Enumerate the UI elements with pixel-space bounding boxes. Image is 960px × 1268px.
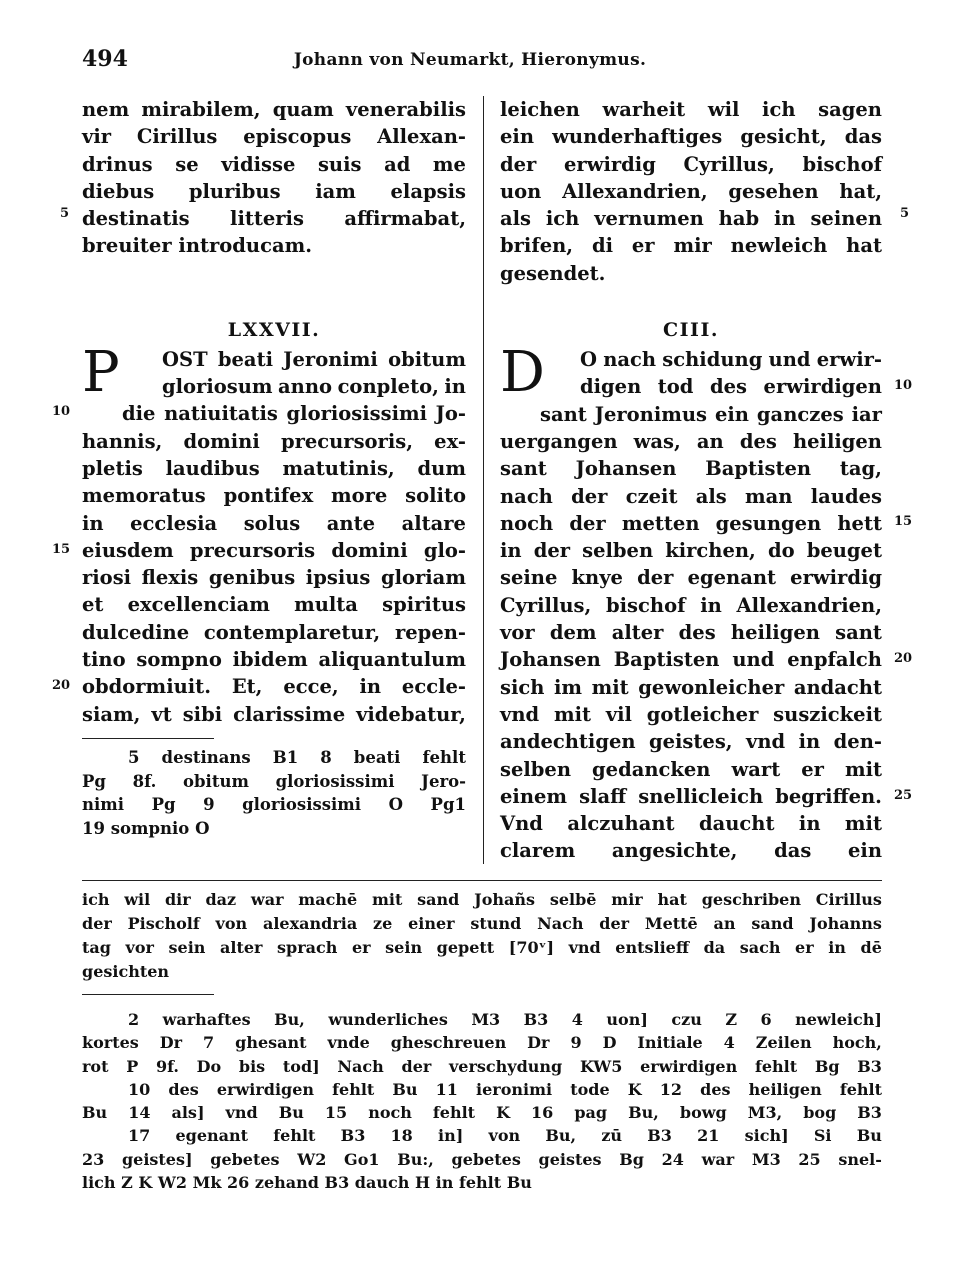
text-line: siam, vt sibi clarissime videbatur, bbox=[82, 702, 466, 726]
text-line: tino sompno ibidem aliquantulum bbox=[82, 648, 466, 672]
note-line: kortes Dr 7 ghesant vnde gheschreuen Dr 9 D Initiale 4 Zeilen hoch, bbox=[82, 1033, 882, 1053]
notes-rule bbox=[82, 994, 214, 995]
text-line: hannis, domini precursoris, ex- bbox=[82, 429, 466, 453]
text-line: noch der metten gesungen hett bbox=[500, 511, 882, 535]
text-line: sant Johansen Baptisten tag, bbox=[500, 457, 882, 481]
note-line: 2 warhaftes Bu, wunderliches M3 B3 4 uon] czu Z 6 newleich] bbox=[128, 1010, 882, 1029]
text-line: uon Allexandrien, gesehen hat, bbox=[500, 179, 882, 203]
text-line: der erwirdig Cyrillus, bischof bbox=[500, 152, 882, 176]
note-line: lich Z K W2 Mk 26 zehand B3 dauch H in fehlt Bu bbox=[82, 1173, 532, 1193]
text-line: sich im mit gewonleicher andacht bbox=[500, 675, 882, 699]
variant-line: der Pischolf von alexandria ze einer stund Nach der Mettē an sand Johanns bbox=[82, 914, 882, 933]
text-line: in ecclesia solus ante altare bbox=[82, 511, 466, 535]
text-line: diebus pluribus iam elapsis bbox=[82, 179, 466, 203]
text-line: andechtigen geistes, vnd in den- bbox=[500, 730, 882, 754]
text-line: sant Jeronimus ein ganczes iar bbox=[540, 402, 882, 426]
text-line: destinatis litteris affirmabat, bbox=[82, 207, 466, 231]
text-line: Vnd alczuhant daucht in mit bbox=[500, 812, 882, 836]
text-line: O nach schidung und erwir- bbox=[580, 348, 882, 372]
text-line: nach der czeit als man laudes bbox=[500, 484, 882, 508]
line-number-left: 20 bbox=[52, 678, 71, 693]
variant-line: tag vor sein alter sprach er sein gepett [70ᵛ] vnd entslieff da sach er in dē bbox=[82, 938, 882, 957]
text-line: seine knye der egenant erwirdig bbox=[500, 566, 882, 590]
line-number-right: 5 bbox=[900, 206, 910, 221]
text-line: nem mirabilem, quam venerabilis bbox=[82, 98, 466, 121]
running-title: Johann von Neumarkt, Hieronymus. bbox=[293, 50, 647, 70]
text-line: einem slaff snellicleich begriffen. bbox=[500, 784, 882, 808]
text-line: drinus se vidisse suis ad me bbox=[82, 152, 466, 176]
column-divider bbox=[483, 96, 484, 864]
latin-intro bbox=[82, 96, 466, 260]
apparatus-rule bbox=[82, 738, 214, 739]
text-line: OST beati Jeronimi obitum bbox=[162, 347, 466, 371]
variant-line: gesichten bbox=[82, 962, 170, 981]
text-line: leichen warheit wil ich sagen bbox=[500, 98, 882, 121]
section-rule bbox=[82, 880, 882, 881]
note-line: Bu 14 als] vnd Bu 15 noch fehlt K 16 pag Bu, bowg M3, bog B3 bbox=[82, 1103, 882, 1123]
apparatus-line: 19 sompnio O bbox=[82, 818, 210, 838]
drop-initial: P bbox=[82, 339, 120, 405]
text-line: uergangen was, an des heiligen bbox=[500, 429, 882, 453]
line-number-left: 15 bbox=[52, 542, 71, 557]
text-line: digen tod des erwirdigen bbox=[580, 375, 882, 399]
text-line: ein wunderhaftiges gesicht, das bbox=[500, 125, 882, 149]
latin-apparatus bbox=[82, 746, 466, 840]
text-line: obdormiuit. Et, ecce, in eccle- bbox=[82, 675, 466, 699]
text-line: gloriosum anno conpleto, in bbox=[162, 375, 466, 399]
line-number-right: 25 bbox=[894, 788, 913, 803]
note-line: 23 geistes] gebetes W2 Go1 Bu:, gebetes geistes Bg 24 war M3 25 snel- bbox=[82, 1149, 882, 1169]
line-number-right: 10 bbox=[894, 378, 913, 393]
text-line: vor dem alter des heiligen sant bbox=[500, 621, 882, 645]
german-chapter-body bbox=[500, 340, 882, 865]
text-line: vir Cirillus episcopus Allexan- bbox=[82, 125, 466, 149]
critical-notes bbox=[82, 1008, 882, 1194]
text-line: brifen, di er mir newleich hat bbox=[500, 234, 882, 258]
note-line: rot P 9f. Do bis tod] Nach der verschydung KW5 erwirdigen fehlt Bg B3 bbox=[82, 1056, 882, 1076]
apparatus-line: Pg 8f. obitum gloriosissimi Jero- bbox=[82, 771, 466, 791]
apparatus-line: 5 destinans B1 8 beati fehlt bbox=[128, 748, 466, 767]
line-number-right: 15 bbox=[894, 514, 913, 529]
latin-column bbox=[82, 96, 466, 728]
text-line: als ich vernumen hab in seinen bbox=[500, 207, 882, 231]
text-line: clarem angesichte, das ein bbox=[500, 839, 882, 863]
text-line: breuiter introducam. bbox=[82, 234, 313, 258]
text-line: Johansen Baptisten und enpfalch bbox=[500, 648, 882, 672]
note-line: 17 egenant fehlt B3 18 in] von Bu, zū B3 21 sich] Si Bu bbox=[128, 1126, 882, 1146]
chapter-heading: CIII. bbox=[663, 319, 719, 342]
line-number-left: 10 bbox=[52, 404, 71, 419]
page-number: 494 bbox=[82, 46, 128, 72]
page-header bbox=[0, 40, 960, 76]
text-line: gesendet. bbox=[500, 261, 606, 285]
text-line: pletis laudibus matutinis, dum bbox=[82, 456, 466, 480]
german-column bbox=[500, 96, 882, 865]
drop-initial: D bbox=[500, 340, 545, 406]
variant-text bbox=[82, 888, 882, 984]
text-line: Cyrillus, bischof in Allexandrien, bbox=[500, 593, 882, 617]
text-line: memoratus pontifex more solito bbox=[82, 484, 466, 508]
text-line: eiusdem precursoris domini glo- bbox=[82, 538, 466, 562]
line-number-left: 5 bbox=[60, 206, 70, 221]
text-line: vnd mit vil gotleicher suszickeit bbox=[500, 702, 882, 726]
latin-chapter-body bbox=[82, 339, 466, 728]
german-intro bbox=[500, 96, 882, 287]
text-line: riosi flexis genibus ipsius gloriam bbox=[82, 566, 466, 590]
text-line: selben gedancken wart er mit bbox=[500, 757, 882, 781]
line-number-right: 20 bbox=[894, 651, 913, 666]
variant-line: ich wil dir daz war machē mit sand Johañs selbē mir hat geschriben Cirillus bbox=[82, 890, 882, 909]
note-line: 10 des erwirdigen fehlt Bu 11 ieronimi tode K 12 des heiligen fehlt bbox=[128, 1079, 882, 1099]
text-line: in der selben kirchen, do beuget bbox=[500, 539, 882, 563]
text-line: dulcedine contemplaretur, repen- bbox=[82, 620, 466, 644]
text-line: et excellenciam multa spiritus bbox=[82, 593, 466, 617]
text-line: die natiuitatis gloriosissimi Jo- bbox=[122, 402, 466, 426]
apparatus-line: nimi Pg 9 gloriosissimi O Pg1 bbox=[82, 795, 466, 814]
chapter-heading: LXXVII. bbox=[227, 318, 321, 341]
